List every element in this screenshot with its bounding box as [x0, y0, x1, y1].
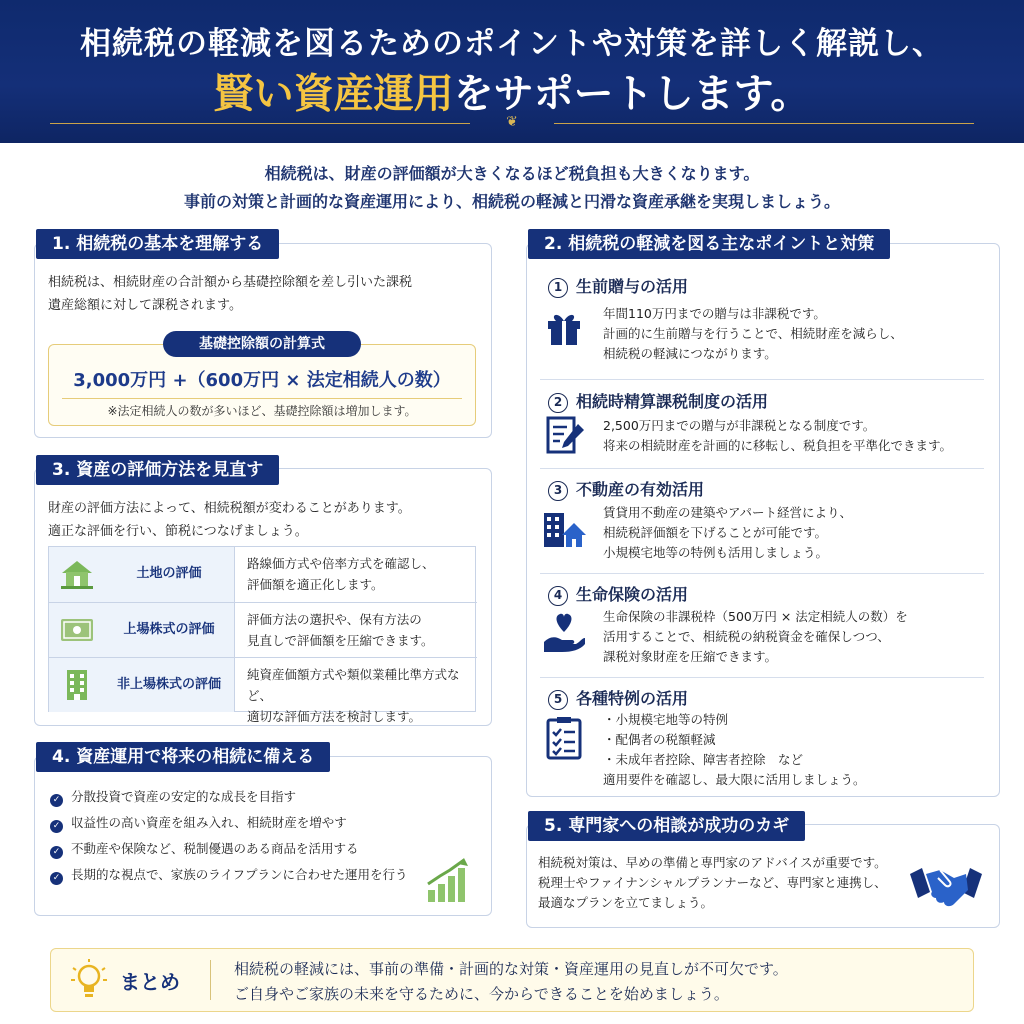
- desc-line: ・小規模宅地等の特例: [603, 712, 729, 727]
- check-icon: ✓: [50, 872, 63, 885]
- point-number: 3: [548, 481, 568, 501]
- section3-text-line1: 財産の評価方法によって、相続税額が変わることがあります。: [48, 501, 411, 516]
- ornament-rule-left: [50, 123, 470, 124]
- header-banner: [0, 0, 1024, 143]
- check-icon: ✓: [50, 794, 63, 807]
- section3-title: 3. 資産の評価方法を見直す: [36, 455, 279, 485]
- desc-line: 見直しで評価額を圧縮できます。: [247, 633, 434, 648]
- header-highlight: 賢い資産運用: [213, 71, 454, 117]
- summary-line2: ご自身やご家族の未来を守るために、今からできることを始めましょう。: [234, 985, 729, 1003]
- desc-line: 相続税評価額を下げることが可能です。: [603, 525, 828, 540]
- section1-text-line2: 遺産総額に対して課税されます。: [48, 298, 242, 313]
- formula-divider: [62, 398, 462, 399]
- point-desc-4: [603, 607, 983, 667]
- section5-text: [538, 853, 918, 913]
- point-number: 5: [548, 690, 568, 710]
- checklist-icon: [542, 716, 586, 760]
- point-title-2: [548, 389, 768, 413]
- header-ornament: [50, 114, 974, 130]
- table-row-header: [49, 547, 235, 602]
- handshake-icon: [910, 862, 982, 912]
- ornament-flourish-icon: ❦: [506, 114, 518, 130]
- stock-certificate-icon: [59, 613, 95, 647]
- section4-title: 4. 資産運用で将来の相続に備える: [36, 742, 330, 772]
- point-number: 4: [548, 586, 568, 606]
- point-desc-1: [603, 304, 983, 364]
- desc-line: 生命保険の非課税枠（500万円 × 法定相続人の数）を: [603, 609, 908, 624]
- list-item: [50, 839, 359, 859]
- point-title-text: 相続時精算課税制度の活用: [576, 392, 769, 411]
- desc-line: 相続税対策は、早めの準備と専門家のアドバイスが重要です。: [538, 855, 887, 870]
- desc-line: 税理士やファイナンシャルプランナーなど、専門家と連携し、: [538, 875, 887, 890]
- table-row-label: 土地の評価: [136, 566, 202, 581]
- list-item: [50, 787, 296, 807]
- lightbulb-icon: [70, 958, 108, 1002]
- desc-line: ・未成年者控除、障害者控除 など: [603, 752, 804, 767]
- desc-line: 小規模宅地等の特例も活用しましょう。: [603, 545, 829, 560]
- section1-text: [48, 271, 478, 317]
- header-title-line2: [0, 62, 1024, 119]
- point-number: 1: [548, 278, 568, 298]
- summary-text: [234, 957, 788, 1007]
- document-pen-icon: [542, 414, 586, 458]
- summary-divider: [210, 960, 211, 1000]
- house-icon: [59, 557, 95, 591]
- desc-line: 適切な評価方法を検討します。: [247, 709, 422, 724]
- point-number: 2: [548, 393, 568, 413]
- desc-line: 将来の相続財産を計画的に移転し、税負担を平準化できます。: [603, 438, 953, 453]
- check-icon: ✓: [50, 846, 63, 859]
- check-icon: ✓: [50, 820, 63, 833]
- point-title-text: 各種特例の活用: [576, 689, 689, 708]
- list-item-text: 収益性の高い資産を組み入れ、相続財産を増やす: [71, 815, 347, 830]
- point-title-3: [548, 477, 704, 501]
- header-title-line1: 相続税の軽減を図るためのポイントや対策を詳しく解説し、: [80, 26, 944, 62]
- formula-label: 基礎控除額の計算式: [163, 331, 361, 357]
- point-title-4: [548, 582, 688, 606]
- list-item-text: 不動産や保険など、税制優遇のある商品を活用する: [71, 841, 359, 856]
- desc-line: 最適なプランを立てましょう。: [538, 895, 714, 910]
- growth-chart-icon: [424, 856, 472, 904]
- desc-line: 評価方法の選択や、保有方法の: [247, 612, 422, 627]
- summary-title: まとめ: [120, 970, 180, 994]
- formula-note: ※法定相続人の数が多いほど、基礎控除額は増加します。: [107, 404, 417, 418]
- list-item-text: 分散投資で資産の安定的な成長を目指す: [71, 789, 297, 804]
- divider: [540, 468, 984, 469]
- list-item: [50, 865, 408, 885]
- list-item: [50, 813, 347, 833]
- table-row: [49, 657, 477, 724]
- list-item-text: 長期的な視点で、家族のライフプランに合わせた運用を行う: [71, 867, 408, 882]
- desc-line: ・配偶者の税額軽減: [603, 732, 716, 747]
- point-title-text: 生命保険の活用: [576, 585, 689, 604]
- table-row-desc: [247, 664, 475, 727]
- table-row-desc: [247, 553, 475, 595]
- divider: [540, 379, 984, 380]
- point-desc-5: [603, 710, 983, 790]
- intro-text: [0, 160, 1024, 216]
- real-estate-icon: [542, 507, 586, 551]
- section1-text-line1: 相続税は、相続財産の合計額から基礎控除額を差し引いた課税: [48, 275, 413, 290]
- section2-title: 2. 相続税の軽減を図る主なポイントと対策: [528, 229, 890, 259]
- desc-line: 路線価方式や倍率方式を確認し、: [247, 556, 435, 571]
- table-row: [49, 602, 477, 657]
- divider: [540, 573, 984, 574]
- section1-title: 1. 相続税の基本を理解する: [36, 229, 279, 259]
- desc-line: 相続税の軽減につながります。: [603, 346, 777, 361]
- table-row: [49, 547, 477, 602]
- ornament-rule-right: [554, 123, 974, 124]
- table-row-header: [49, 658, 235, 712]
- section5-title: 5. 専門家への相談が成功のカギ: [528, 811, 805, 841]
- point-desc-3: [603, 503, 983, 563]
- gift-icon: [542, 305, 586, 349]
- header-title-rest: をサポートします。: [453, 71, 811, 117]
- intro-line2: 事前の対策と計画的な資産運用により、相続税の軽減と円滑な資産承継を実現しましょう。: [183, 192, 840, 211]
- desc-line: 計画的に生前贈与を行うことで、相続財産を減らし、: [603, 326, 903, 341]
- section3-text-line2: 適正な評価を行い、節税につなげましょう。: [48, 524, 308, 539]
- point-title-1: [548, 274, 688, 298]
- desc-line: 課税対象財産を圧縮できます。: [603, 649, 778, 664]
- table-row-label: 非上場株式の評価: [116, 677, 221, 692]
- point-title-text: 生前贈与の活用: [576, 277, 689, 296]
- table-row-desc: [247, 609, 475, 651]
- point-title-5: [548, 686, 688, 710]
- heart-hand-icon: [542, 610, 586, 654]
- point-title-text: 不動産の有効活用: [576, 480, 705, 499]
- intro-line1: 相続税は、財産の評価額が大きくなるほど税負担も大きくなります。: [264, 164, 760, 183]
- desc-line: 2,500万円までの贈与が非課税となる制度です。: [603, 418, 876, 433]
- desc-line: 活用することで、相続税の納税資金を確保しつつ、: [603, 629, 890, 644]
- desc-line: 評価額を適正化します。: [247, 577, 384, 592]
- building-icon: [59, 668, 95, 702]
- desc-line: 年間110万円までの贈与は非課税です。: [603, 306, 826, 321]
- desc-line: 適用要件を確認し、最大限に活用しましょう。: [603, 772, 866, 787]
- desc-line: 賃貸用不動産の建築やアパート経営により、: [603, 505, 853, 520]
- formula-expression: 3,000万円 +（600万円 × 法定相続人の数）: [73, 370, 451, 391]
- summary-line1: 相続税の軽減には、事前の準備・計画的な対策・資産運用の見直しが不可欠です。: [234, 960, 788, 978]
- divider: [540, 677, 984, 678]
- table-row-label: 上場株式の評価: [123, 622, 215, 637]
- evaluation-table: [48, 546, 476, 724]
- section3-text: [48, 497, 478, 543]
- point-desc-2: [603, 416, 983, 456]
- desc-line: 純資産価額方式や類似業種比準方式など、: [247, 667, 460, 703]
- table-row-header: [49, 603, 235, 657]
